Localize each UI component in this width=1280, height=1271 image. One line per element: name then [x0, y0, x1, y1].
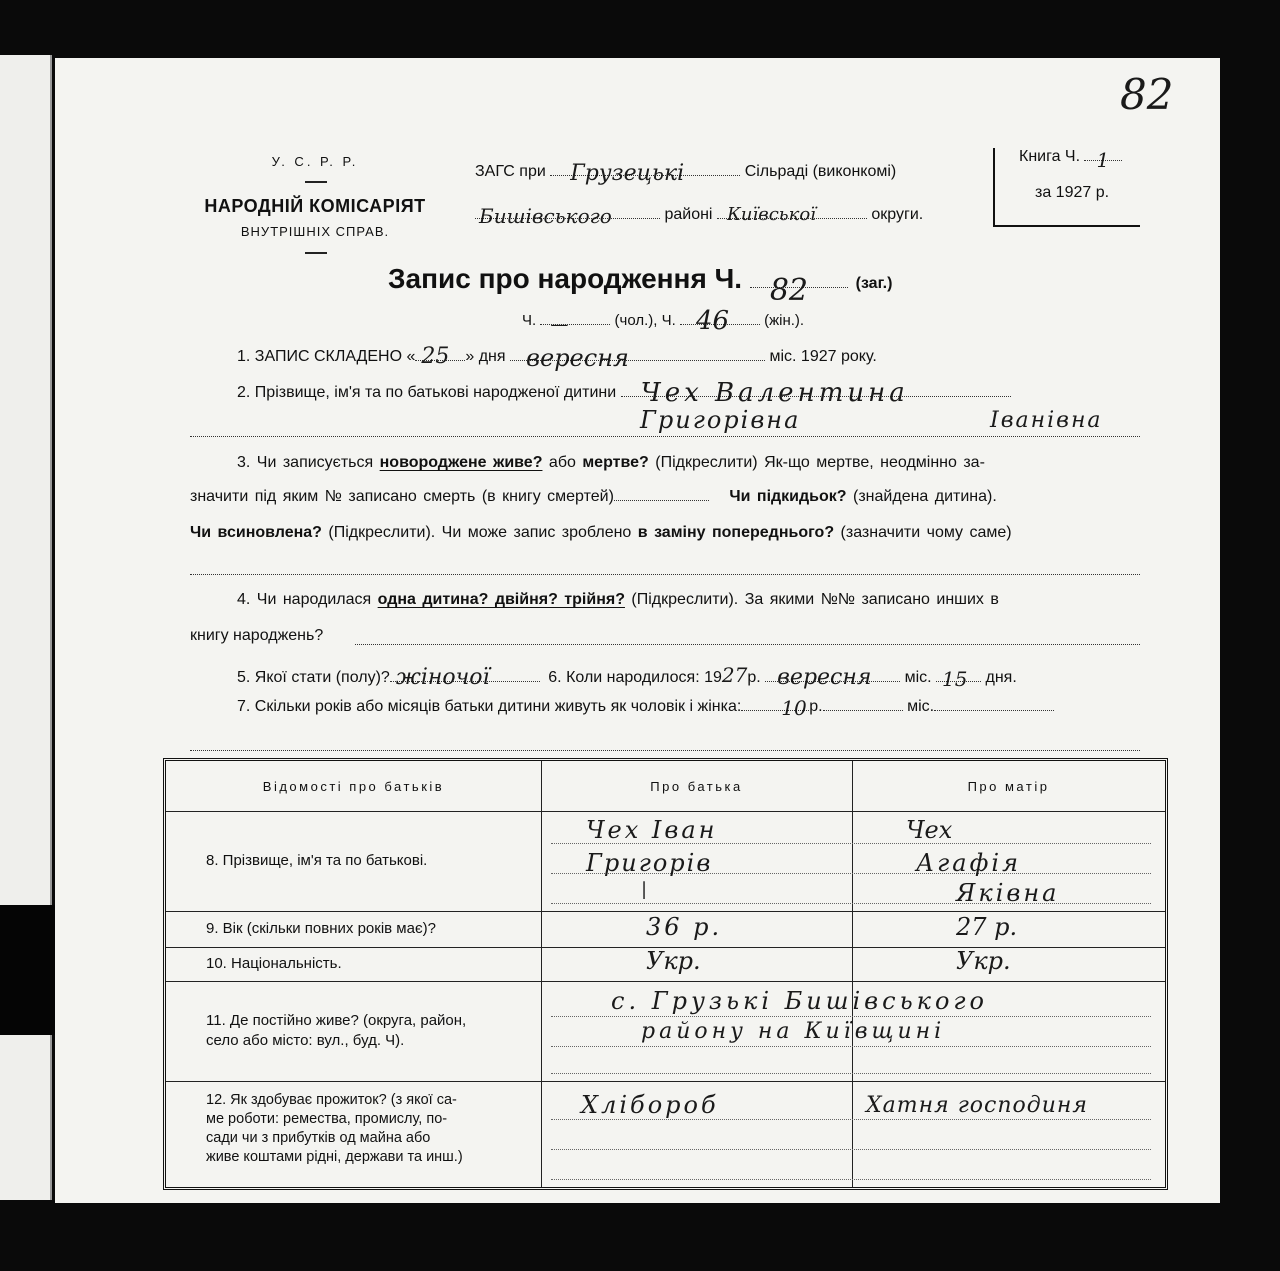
q6-month-unit: міс.	[904, 669, 932, 686]
okruha-label: округи.	[871, 206, 924, 223]
divider	[305, 181, 327, 183]
occupation-label-line1: 12. Як здобуває прожиток? (з якої са-	[206, 1092, 457, 1108]
q1-year: міс. 1927 року.	[769, 348, 877, 365]
page-number: 82	[1120, 70, 1174, 119]
district-value: Бишівського	[479, 204, 612, 228]
mother-name: Агафія	[916, 849, 1021, 877]
birth-month: вересня	[777, 665, 872, 690]
item-7	[237, 696, 1054, 720]
title-suffix: (заг.)	[855, 275, 893, 292]
row-nationality-label: 10. Національність.	[206, 955, 342, 972]
father-mark: |	[641, 879, 648, 900]
book-year: за 1927 р.	[1035, 184, 1110, 201]
q4-label: 4. Чи народилася	[237, 591, 372, 608]
item-2	[237, 378, 1011, 408]
occupation-label-line3: сади чи з прибутків од майна або	[206, 1130, 431, 1146]
q3-replace-note: (зазначити чому саме)	[840, 524, 1012, 541]
zags-suffix: Сільраді (виконкомі)	[744, 163, 897, 180]
option-dead: мертве?	[582, 454, 649, 471]
dotted-line	[190, 750, 1140, 751]
dotted-line	[355, 644, 1140, 645]
option-birth-count: одна дитина? двійня? трійня?	[377, 591, 625, 608]
option-replacement: в заміну попереднього?	[637, 524, 835, 541]
q3-death-note: значити під яким № записано смерть (в книгу смертей)	[190, 488, 614, 505]
q1-label: 1. ЗАПИС СКЛАДЕНО «	[237, 348, 416, 365]
father-patronymic: Григорів	[586, 849, 713, 877]
header-father: Про батька	[650, 779, 743, 794]
male-count: —	[550, 314, 569, 335]
q3-label: 3. Чи записується	[237, 454, 374, 471]
child-patronymic: Григорівна	[640, 406, 801, 434]
title-text: Запис про народження Ч.	[388, 263, 743, 294]
father-surname-name: Чех Іван	[586, 816, 718, 844]
book-label: Книга Ч.	[1019, 148, 1081, 165]
zags-prefix: ЗАГС при	[475, 163, 546, 180]
male-prefix: Ч.	[522, 312, 537, 329]
row-age-label: 9. Вік (скільки повних років має)?	[206, 920, 436, 937]
q4-book-label: книгу народжень?	[190, 627, 324, 644]
q6-year-unit: р.	[747, 669, 761, 686]
district-line	[475, 204, 924, 228]
zags-line	[475, 161, 897, 186]
parents-table	[163, 758, 1168, 1190]
item-1	[237, 344, 877, 372]
birth-day: 15	[942, 667, 968, 691]
father-occupation: Хлібороб	[581, 1091, 719, 1119]
q3-foundling-note: (знайдена дитина).	[853, 488, 997, 505]
zags-value: Грузецькі	[570, 161, 685, 186]
department-label: ВНУТРІШНІХ СПРАВ.	[240, 224, 390, 239]
birth-record-sheet	[55, 58, 1220, 1203]
okruha-value: Київської	[726, 204, 816, 225]
residence-label-line1: 11. Де постійно живе? (округа, район,	[206, 1012, 467, 1029]
q7-year-unit: р.	[809, 698, 823, 715]
residence-label-line2: село або місто: вул., буд. Ч).	[206, 1032, 405, 1049]
q3-or: або	[548, 454, 576, 471]
commissariat-title: НАРОДНІЙ КОМІСАРІЯТ	[204, 196, 426, 216]
child-patronymic-alt: Іванівна	[990, 408, 1103, 433]
row-occupation-label	[206, 1091, 463, 1167]
item-3-line2	[190, 488, 997, 506]
district-label: районі	[664, 206, 713, 223]
dotted-line	[190, 574, 1140, 575]
q6-label: 6. Коли народилося: 19	[548, 669, 722, 686]
item-4-line1	[237, 591, 999, 609]
female-suffix: (жін.).	[764, 312, 805, 329]
child-name: Чех Валентина	[640, 378, 909, 408]
mother-age: 27 р.	[956, 913, 1018, 941]
divider	[305, 252, 327, 254]
residence-line1: с. Грузькі Бишівського	[611, 987, 989, 1015]
record-day: 25	[421, 344, 450, 369]
female-count: 46	[695, 306, 730, 336]
mother-occupation: Хатня господиня	[866, 1093, 1088, 1118]
header-mother: Про матір	[967, 779, 1050, 794]
residence-line2: району на Київщині	[641, 1019, 946, 1044]
record-title	[388, 263, 893, 308]
q1-day-label: » дня	[465, 348, 506, 365]
sex-value: жіночої	[395, 665, 490, 690]
q7-month-unit: міс.	[907, 698, 935, 715]
q2-label: 2. Прізвище, ім'я та по батькові народженої дитини	[237, 384, 617, 401]
header-info: Відомості про батьків	[262, 779, 445, 794]
father-nationality: Укр.	[646, 947, 701, 975]
marriage-years: 10	[781, 696, 807, 720]
item-4-line2	[190, 627, 323, 645]
q5-label: 5. Якої стати (полу)?	[237, 669, 390, 686]
row-name-label: 8. Прізвище, ім'я та по батькові.	[206, 852, 428, 869]
book-value: 1	[1096, 148, 1110, 172]
item-3-line1	[237, 454, 985, 472]
father-age: 36 р.	[646, 913, 723, 941]
q4-note: (Підкреслити). За якими №№ записано инших в	[631, 591, 999, 608]
q3-replace-q: (Підкреслити). Чи може запис зроблено	[328, 524, 632, 541]
option-adopted: Чи всиновлена?	[190, 524, 322, 541]
mother-nationality: Укр.	[956, 947, 1011, 975]
item-3-line3	[190, 524, 1012, 542]
item-5-6	[237, 663, 1017, 691]
record-month: вересня	[526, 344, 629, 372]
occupation-label-line2: ме роботи: ремества, промислу, по-	[206, 1111, 448, 1127]
q3-instruction: (Підкреслити) Як-що мертве, неодмінно за-	[655, 454, 985, 471]
record-number: 82	[769, 273, 809, 308]
republic-label: У. С. Р. Р.	[271, 154, 359, 169]
mother-surname: Чех	[906, 816, 953, 844]
birth-year: 27	[721, 663, 748, 687]
mother-patronymic: Яківна	[956, 879, 1060, 907]
dotted-line	[190, 436, 1140, 437]
row-residence-label	[206, 1011, 466, 1051]
option-alive: новороджене живе?	[379, 454, 543, 471]
occupation-label-line4: живе коштами рідні, держави та инш.)	[206, 1149, 463, 1165]
gender-count-line	[522, 306, 805, 336]
male-suffix: (чол.), Ч.	[614, 312, 676, 329]
book-box	[993, 148, 1140, 227]
q6-day-unit: дня.	[985, 669, 1017, 686]
q7-label: 7. Скільки років або місяців батьки дитини живуть як чоловік і жінка:	[237, 698, 742, 715]
option-foundling: Чи підкидьок?	[729, 488, 847, 505]
